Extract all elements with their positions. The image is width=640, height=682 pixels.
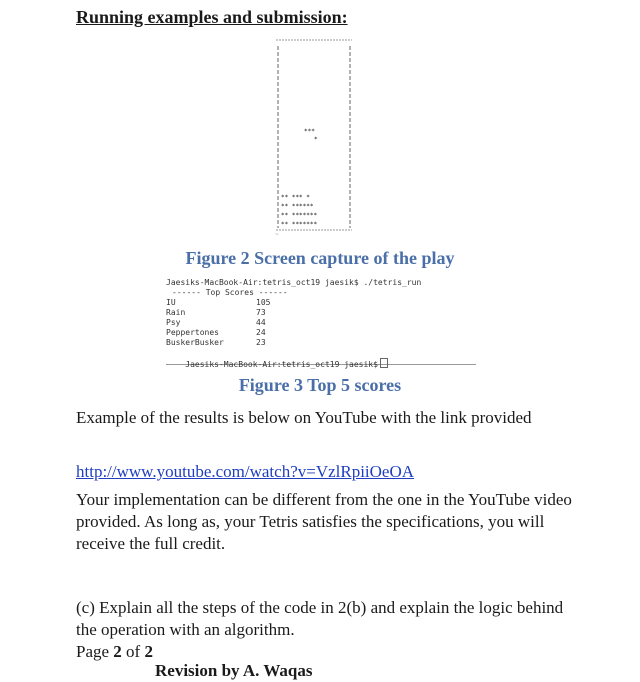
youtube-link-line bbox=[76, 461, 576, 483]
tetris-board-image bbox=[272, 38, 356, 236]
svg-text:~: ~ bbox=[275, 231, 279, 236]
cut-off-footer-text: Revision by A. Waqas bbox=[155, 661, 313, 680]
terminal-prompt: Jaesiks-MacBook-Air:tetris_oct19 jaesik$ ./tetris_run bbox=[166, 278, 422, 287]
score-value: 105 bbox=[256, 298, 271, 307]
page-current: 2 bbox=[113, 642, 122, 661]
score-name: Peppertones bbox=[166, 328, 219, 337]
score-value: 73 bbox=[256, 308, 266, 317]
implementation-text: Your implementation can be different from the one in the YouTube video provided. As long as, your Tetris satisfies the specifications, you will receive the full credit. bbox=[76, 490, 572, 553]
svg-text:*: * bbox=[314, 136, 318, 143]
page-total: 2 bbox=[144, 642, 153, 661]
svg-text:** *******: ** ******* bbox=[281, 212, 318, 219]
example-text: Example of the results is below on YouTube with the link provided bbox=[76, 408, 532, 427]
score-row bbox=[166, 338, 476, 348]
cursor-icon bbox=[380, 358, 388, 368]
score-name: IU bbox=[166, 298, 176, 307]
top-scores-header: ------ Top Scores ------ bbox=[172, 288, 288, 297]
svg-text:** *******: ** ******* bbox=[281, 221, 318, 228]
page-prefix: Page bbox=[76, 642, 114, 661]
score-name: Psy bbox=[166, 318, 181, 327]
score-row bbox=[166, 318, 476, 328]
page-number bbox=[76, 641, 576, 663]
terminal-end-prompt bbox=[166, 348, 476, 369]
figure3-caption: Figure 3 Top 5 scores bbox=[238, 375, 402, 395]
section-heading: Running examples and submission: bbox=[76, 7, 348, 27]
score-row bbox=[166, 308, 476, 318]
score-name: Rain bbox=[166, 308, 186, 317]
score-name: BuskerBusker bbox=[166, 338, 224, 347]
score-row bbox=[166, 328, 476, 338]
page-of: of bbox=[121, 642, 145, 661]
tetris-screen-capture bbox=[272, 38, 356, 236]
svg-text:***: *** bbox=[304, 128, 315, 135]
score-value: 23 bbox=[256, 338, 266, 347]
end-prompt-text: Jaesiks-MacBook-Air:tetris_oct19 jaesik$ bbox=[185, 360, 378, 369]
score-value: 44 bbox=[256, 318, 266, 327]
terminal-output bbox=[166, 278, 476, 369]
svg-text:** ******: ** ****** bbox=[281, 203, 314, 210]
youtube-link[interactable]: http://www.youtube.com/watch?v=VzlRpiiOeOA bbox=[76, 462, 415, 481]
figure2-caption: Figure 2 Screen capture of the play bbox=[185, 248, 455, 268]
score-value: 24 bbox=[256, 328, 266, 337]
score-row bbox=[166, 298, 476, 308]
question-c: (c) Explain all the steps of the code in 2(b) and explain the logic behind the operation with an algorithm. bbox=[76, 598, 564, 639]
svg-text:** *** *: ** *** * bbox=[281, 194, 310, 201]
